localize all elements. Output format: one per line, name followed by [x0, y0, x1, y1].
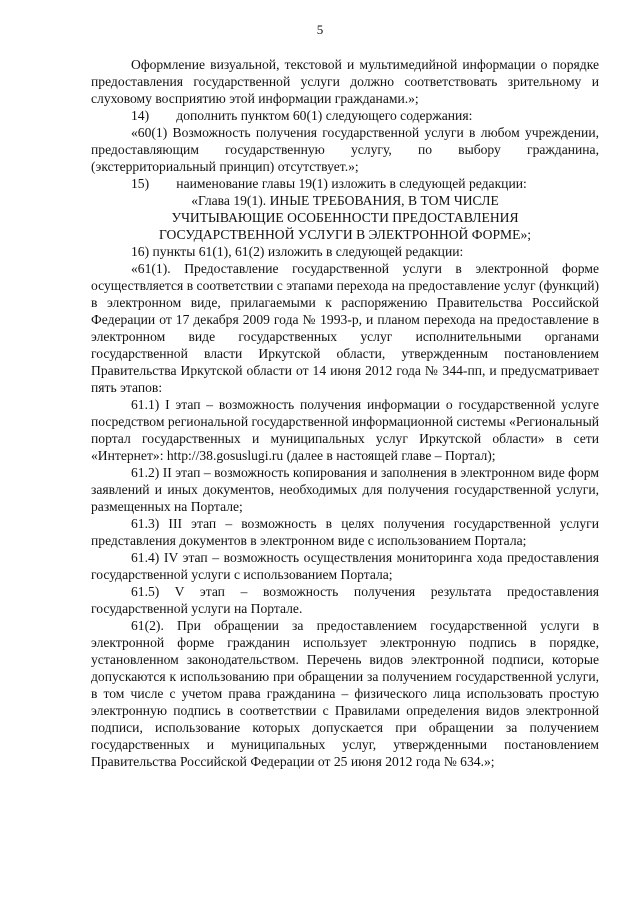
paragraph-stage-2: 61.2) II этап – возможность копирования и заполнения в электронном виде форм заявлений и иных документов, необходимых для получения государственной услуги, размещенных на Портале; — [91, 465, 599, 514]
chapter-heading-line-2: УЧИТЫВАЮЩИЕ ОСОБЕННОСТИ ПРЕДОСТАВЛЕНИЯ — [171, 210, 519, 225]
paragraph-stage-3: 61.3) III этап – возможность в целях получения государственной услуги представления документов в электронном виде с использованием Портала; — [91, 516, 599, 548]
page-number: 5 — [316, 22, 324, 37]
paragraph-stage-1: 61.1) I этап – возможность получения информации о государственной услуге посредством региональной государственной информационной системы «Региональный портал государственных и муниципальных услуг Иркутской области» в сети «Интернет»: http://38.gosuslugi.ru (далее в настоящей главе – Портал); — [91, 397, 599, 463]
paragraph-visual-info: Оформление визуальной, текстовой и мультимедийной информации о порядке предоставления государственной услуги должно соответствовать зрительному и слуховому восприятию этой информации гражданами.»; — [91, 57, 599, 106]
paragraph-60-1: «60(1) Возможность получения государственной услуги в любом учреждении, предоставляющим государственную услугу, по выбору гражданина, (экстерриториальный принцип) отсутствует.»; — [91, 125, 599, 174]
chapter-heading-line-3: ГОСУДАРСТВЕННОЙ УСЛУГИ В ЭЛЕКТРОННОЙ ФОРМЕ»; — [158, 227, 532, 242]
item-16: 16) пункты 61(1), 61(2) изложить в следующей редакции: — [131, 244, 464, 259]
item-15: 15) наименование главы 19(1) изложить в следующей редакции: — [131, 176, 527, 191]
paragraph-stage-4: 61.4) IV этап – возможность осуществления мониторинга хода предоставления государственной услуги с использованием Портала; — [91, 550, 599, 582]
paragraph-stage-5: 61.5) V этап – возможность получения результата предоставления государственной услуги на Портале. — [91, 584, 599, 616]
paragraph-61-2: 61(2). При обращении за предоставлением государственной услуги в электронной форме гражданин использует электронную подпись в порядке, установленном законодательством. Перечень видов электронной подписи, которые допускаются к использованию при обращении за получением государственной услуги, в том числе с учетом права гражданина – физического лица использовать простую электронную подпись в соответствии с Правилами определения видов электронной подписи, использование которых допускается при обращении за получением государственных и муниципальных услуг, утвержденными постановлением Правительства Российской Федерации от 25 июня 2012 года № 634.»; — [91, 618, 599, 769]
chapter-heading-line-1: «Глава 19(1). ИНЫЕ ТРЕБОВАНИЯ, В ТОМ ЧИСЛЕ — [191, 193, 499, 208]
item-14: 14) дополнить пунктом 60(1) следующего содержания: — [131, 108, 473, 123]
chapter-heading — [91, 192, 599, 243]
paragraph-61-1: «61(1). Предоставление государственной услуги в электронной форме осуществляется в соответствии с этапами перехода на предоставление услуг (функций) в электронном виде, прилагаемыми к распоряжению Правительства Российской Федерации от 17 декабря 2009 года № 1993-р, и планом перехода на предоставление в электронном виде государственных услуг исполнительными органами государственной власти Иркутской области, утвержденным постановлением Правительства Иркутской области от 14 июня 2012 года № 344-пп, и предусматривает пять этапов: — [91, 261, 599, 395]
document-body — [91, 56, 599, 770]
